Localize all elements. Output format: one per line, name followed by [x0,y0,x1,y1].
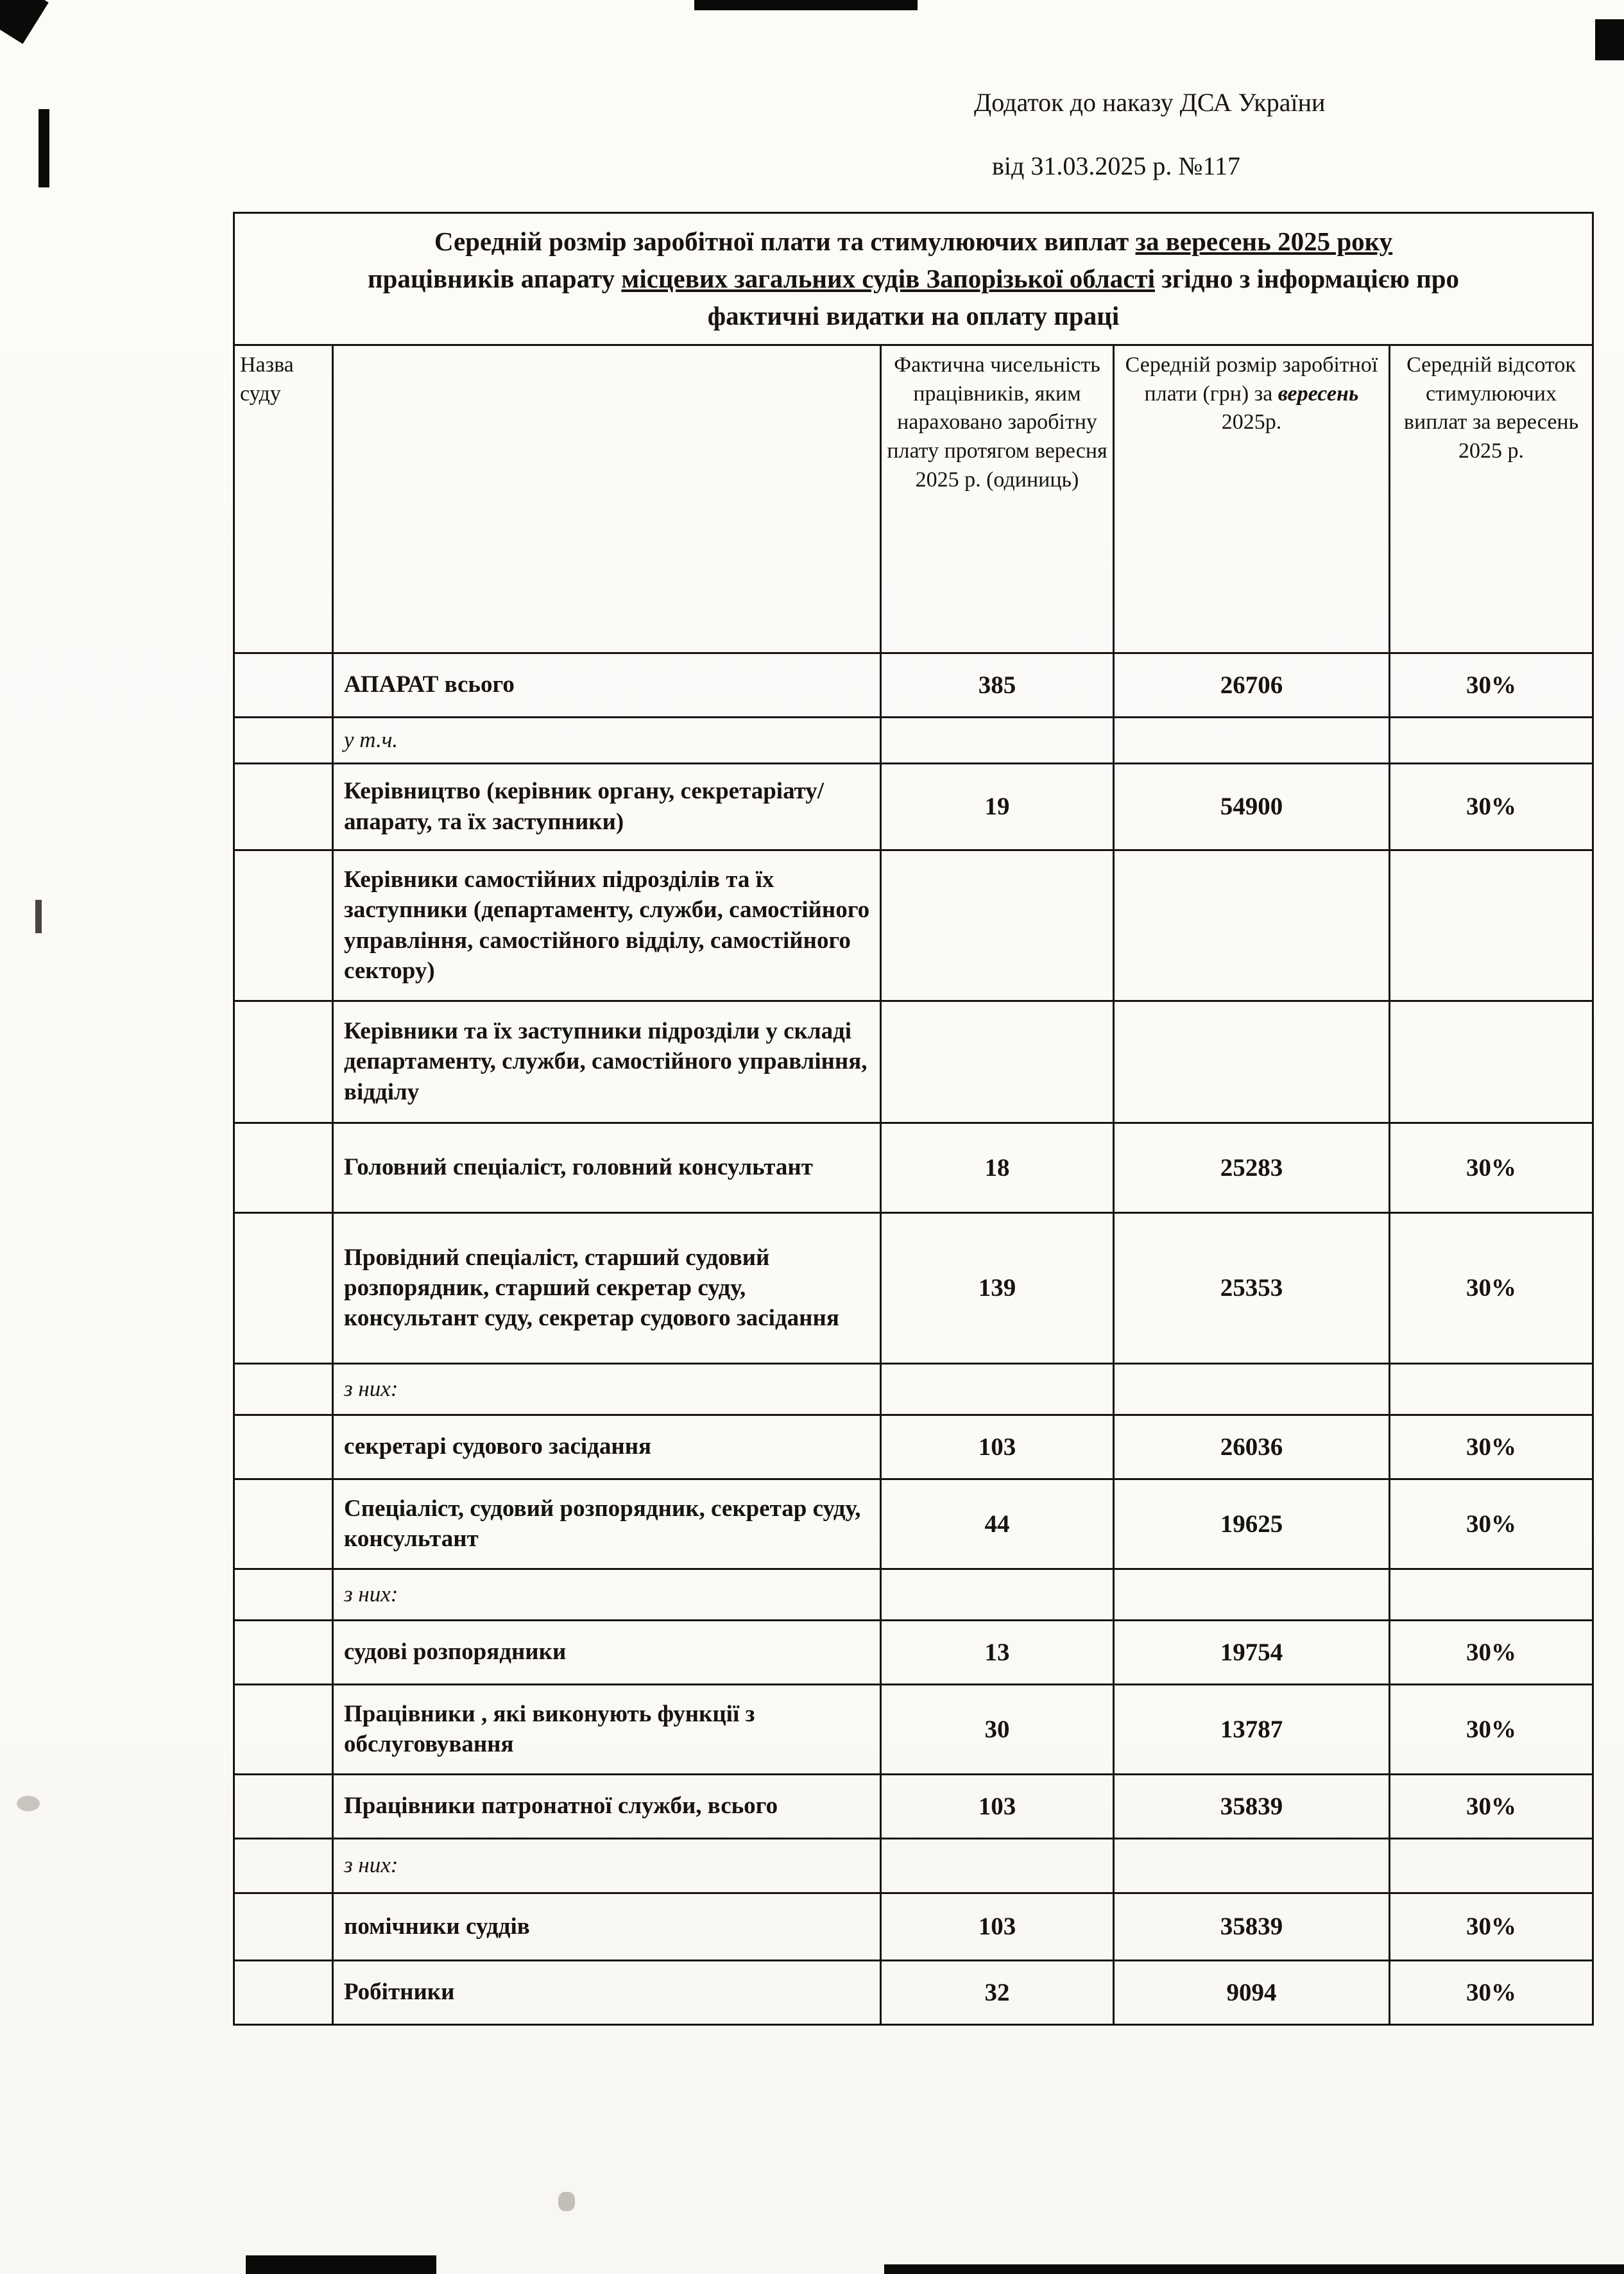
row-count [881,850,1114,1001]
row-count: 30 [881,1684,1114,1774]
court-name-cell [234,717,333,763]
row-percent: 30% [1390,653,1593,717]
row-label: Працівники патронатної служби, всього [333,1774,881,1838]
court-name-cell [234,653,333,717]
row-salary: 19625 [1114,1479,1390,1569]
row-count [881,1001,1114,1123]
row-salary: 35839 [1114,1774,1390,1838]
court-name-cell [234,1569,333,1620]
scan-artifact-smudge [558,2192,575,2211]
table-row [234,1479,1593,1569]
row-label: Головний спеціаліст, головний консультант [333,1123,881,1212]
table-row [234,1774,1593,1838]
row-label: Керівництво (керівник органу, секретаріату/апарату, та їх заступники) [333,763,881,850]
row-salary [1114,850,1390,1001]
scan-artifact-smudge [17,1796,40,1811]
row-label: з них: [333,1363,881,1415]
row-salary: 26036 [1114,1415,1390,1479]
scan-artifact-bottom-bar [246,2255,436,2274]
table-row [234,1838,1593,1893]
header-stimulus-percent: Середній відсоток стимулюючих виплат за вересень 2025 р. [1390,345,1593,653]
row-salary: 54900 [1114,763,1390,850]
court-name-cell [234,1001,333,1123]
row-count: 44 [881,1479,1114,1569]
salary-table [233,212,1594,2026]
row-salary: 13787 [1114,1684,1390,1774]
row-label: Керівники та їх заступники підрозділи у складі департаменту, служби, самостійного управління, відділу [333,1001,881,1123]
title-line1-underlined: за вересень 2025 року [1135,227,1393,256]
scan-artifact-top-bar [694,0,918,10]
table-row [234,717,1593,763]
row-percent [1390,1363,1593,1415]
table-row [234,653,1593,717]
table-header-row [234,345,1593,653]
row-salary [1114,717,1390,763]
table-row [234,1620,1593,1684]
header-category [333,345,881,653]
scan-artifact-bottom-bar [884,2264,1624,2274]
row-label: у т.ч. [333,717,881,763]
title-line3-text: фактичні видатки на оплату праці [707,301,1120,331]
header-avg-salary-post: 2025р. [1221,410,1282,435]
court-name-cell [234,1838,333,1893]
table-row [234,1960,1593,2024]
court-name-cell [234,1479,333,1569]
row-salary [1114,1569,1390,1620]
row-salary: 25353 [1114,1212,1390,1363]
row-label: помічники суддів [333,1893,881,1960]
row-percent: 30% [1390,1123,1593,1212]
court-name-cell [234,850,333,1001]
row-salary [1114,1363,1390,1415]
header-avg-salary [1114,345,1390,653]
scan-artifact-left-edge [38,109,49,187]
row-salary: 26706 [1114,653,1390,717]
table-row [234,1569,1593,1620]
row-percent [1390,1001,1593,1123]
title-line2-text: працівників апарату [368,264,622,294]
table-title [234,213,1593,345]
row-salary: 25283 [1114,1123,1390,1212]
row-percent: 30% [1390,1415,1593,1479]
row-label: з них: [333,1569,881,1620]
scan-artifact-corner-left [0,0,49,44]
row-percent [1390,717,1593,763]
row-percent: 30% [1390,1960,1593,2024]
court-name-cell [234,1774,333,1838]
annotation-line2: від 31.03.2025 р. №117 [992,151,1241,180]
row-count: 32 [881,1960,1114,2024]
row-label: АПАРАТ всього [333,653,881,717]
header-headcount: Фактична чисельність працівників, яким нараховано заробітну плату протягом вересня 2025 р. (одиниць) [881,345,1114,653]
row-count: 13 [881,1620,1114,1684]
annotation-line1: Додаток до наказу ДСА України [974,88,1326,117]
row-percent: 30% [1390,1684,1593,1774]
row-count: 18 [881,1123,1114,1212]
row-percent: 30% [1390,1893,1593,1960]
row-percent: 30% [1390,1479,1593,1569]
court-name-cell [234,1684,333,1774]
row-label: судові розпорядники [333,1620,881,1684]
table-row [234,1684,1593,1774]
row-count [881,1838,1114,1893]
row-percent: 30% [1390,1774,1593,1838]
court-name-cell [234,1893,333,1960]
header-avg-salary-month: вересень [1278,381,1359,406]
header-court-name: Назва суду [234,345,333,653]
row-percent: 30% [1390,763,1593,850]
table-row [234,763,1593,850]
row-label: Працівники , які виконують функції з обслуговування [333,1684,881,1774]
table-row [234,1001,1593,1123]
row-label: Керівники самостійних підрозділів та їх заступники (департаменту, служби, самостійного управління, самостійного відділу, самостійного сектору) [333,850,881,1001]
row-percent: 30% [1390,1212,1593,1363]
row-salary [1114,1001,1390,1123]
title-line2-tail: згідно з інформацією про [1155,264,1460,294]
header-avg-salary-pre: Середній розмір заробітної плати (грн) за [1125,352,1378,406]
court-name-cell [234,1960,333,2024]
row-label: секретарі судового засідання [333,1415,881,1479]
table-row [234,850,1593,1001]
row-label: Провідний спеціаліст, старший судовий розпорядник, старший секретар суду, консультант суду, секретар судового засідання [333,1212,881,1363]
table-row [234,1893,1593,1960]
row-count: 19 [881,763,1114,850]
row-count: 385 [881,653,1114,717]
row-percent [1390,1569,1593,1620]
row-salary [1114,1838,1390,1893]
court-name-cell [234,1123,333,1212]
table-title-row [234,213,1593,345]
court-name-cell [234,1212,333,1363]
table-row [234,1363,1593,1415]
row-percent: 30% [1390,1620,1593,1684]
title-line2-underlined: місцевих загальних судів Запорізької області [621,264,1155,294]
row-count: 103 [881,1415,1114,1479]
court-name-cell [234,763,333,850]
row-count [881,717,1114,763]
row-salary: 19754 [1114,1620,1390,1684]
row-percent [1390,850,1593,1001]
court-name-cell [234,1415,333,1479]
table-row [234,1212,1593,1363]
row-salary: 35839 [1114,1893,1390,1960]
row-count: 103 [881,1893,1114,1960]
row-label: Спеціаліст, судовий розпорядник, секретар суду, консультант [333,1479,881,1569]
title-line1-text: Середній розмір заробітної плати та стимулюючих виплат [434,227,1136,256]
table-row [234,1415,1593,1479]
table-row [234,1123,1593,1212]
court-name-cell [234,1620,333,1684]
court-name-cell [234,1363,333,1415]
row-count [881,1363,1114,1415]
document-annotation [974,89,1325,180]
scan-artifact-left-edge [35,900,42,933]
row-count: 139 [881,1212,1114,1363]
scan-artifact-right-edge [1595,19,1624,60]
row-label: Робітники [333,1960,881,2024]
row-percent [1390,1838,1593,1893]
row-label: з них: [333,1838,881,1893]
row-count [881,1569,1114,1620]
row-count: 103 [881,1774,1114,1838]
row-salary: 9094 [1114,1960,1390,2024]
